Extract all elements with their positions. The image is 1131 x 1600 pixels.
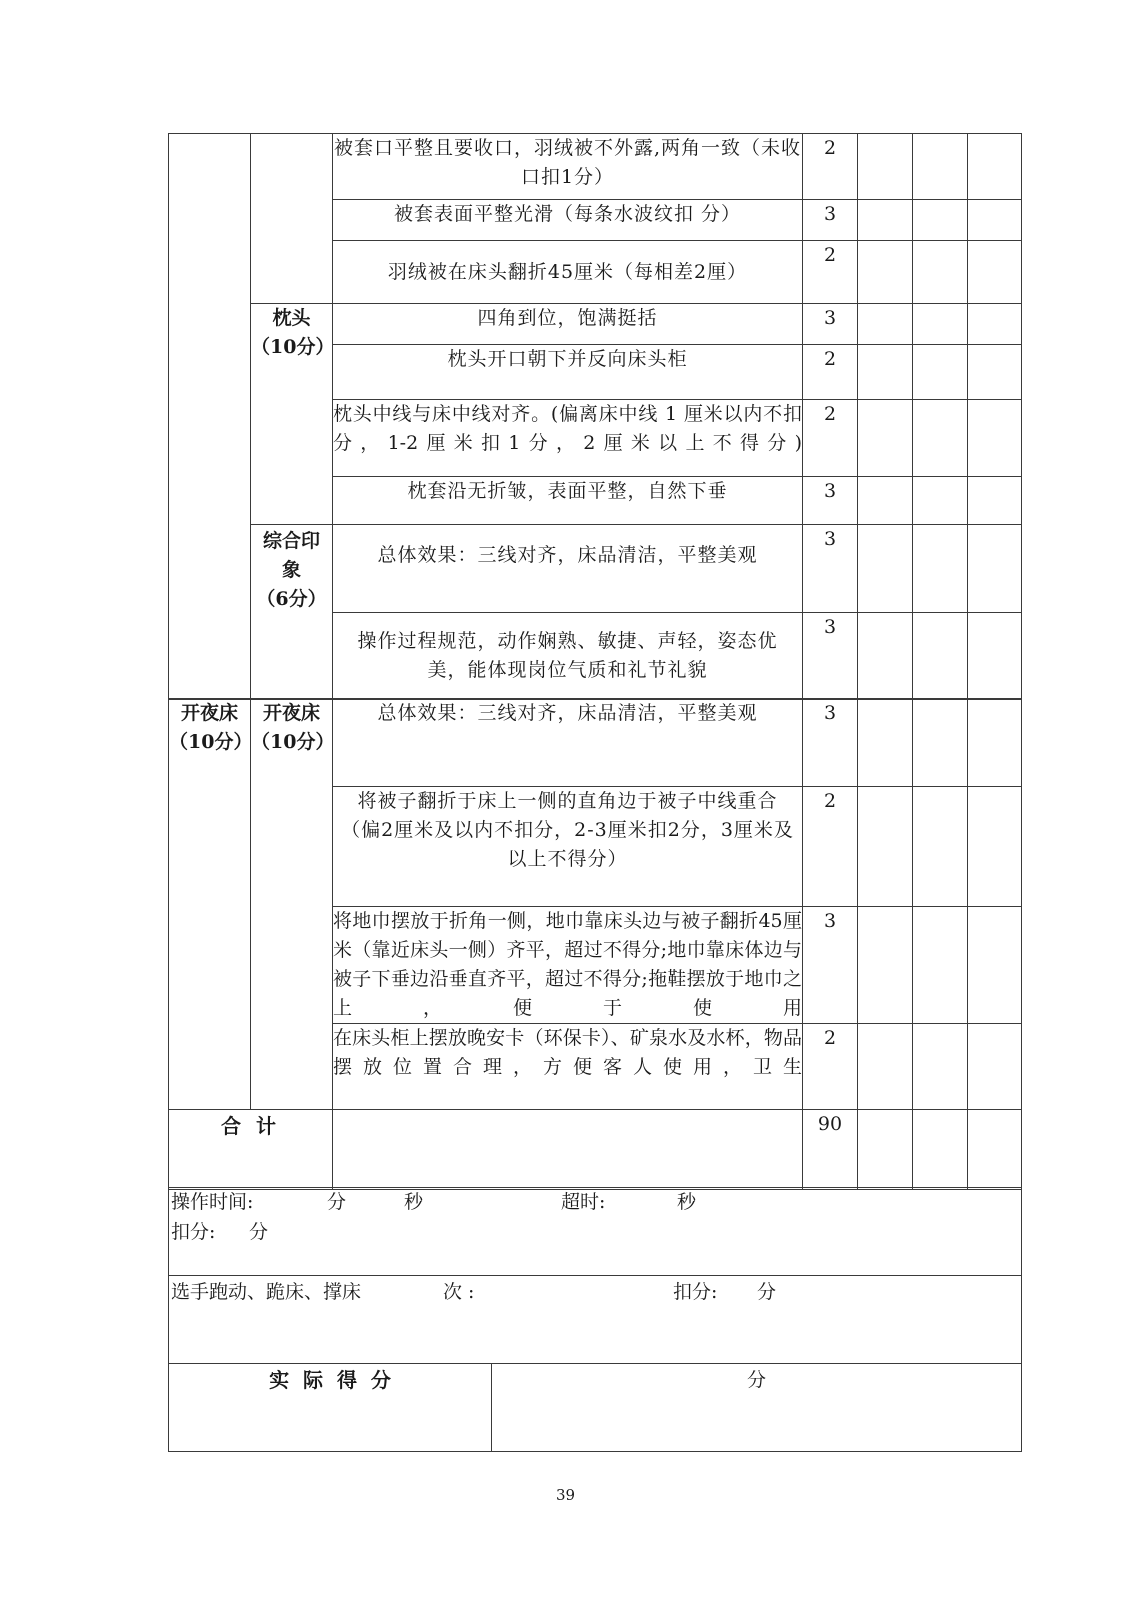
deduction-label: 扣分:	[171, 1221, 216, 1243]
criterion-text: 四角到位，饱满挺括	[333, 304, 803, 345]
seconds-unit: 秒	[404, 1191, 424, 1213]
score-cell	[968, 400, 1022, 477]
category-pillow	[251, 304, 333, 525]
table-row	[169, 304, 1022, 345]
max-score: 2	[803, 400, 858, 477]
table-row	[169, 699, 1022, 787]
category-pillow-name: 枕头	[272, 307, 311, 329]
category-night-points: （10分）	[169, 731, 253, 753]
actual-score-unit: 分	[492, 1364, 1022, 1452]
score-cell	[913, 200, 968, 241]
penalty-deduction-unit: 分	[757, 1281, 777, 1303]
table-row	[169, 134, 1022, 200]
criterion-text: 枕头开口朝下并反向床头柜	[333, 345, 803, 400]
max-score: 2	[803, 134, 858, 200]
score-cell	[913, 907, 968, 1024]
score-cell	[913, 345, 968, 400]
score-cell	[913, 400, 968, 477]
night-service-table	[168, 698, 1022, 1190]
criterion-text: 操作过程规范，动作娴熟、敏捷、声轻，姿态优美，能体现岗位气质和礼节礼貌	[333, 613, 803, 700]
score-cell	[858, 699, 913, 787]
max-score: 2	[803, 345, 858, 400]
max-score: 2	[803, 1024, 858, 1110]
score-cell	[858, 241, 913, 304]
criterion-text: 被套表面平整光滑（每条水波纹扣 分）	[333, 200, 803, 241]
criterion-text: 枕头中线与床中线对齐。(偏离床中线 1 厘米以内不扣分，1-2厘米扣1分，2厘米以上不得分)	[333, 400, 803, 477]
minutes-unit: 分	[327, 1191, 347, 1213]
score-cell	[968, 699, 1022, 787]
score-cell	[968, 907, 1022, 1024]
penalty-deduction-label: 扣分:	[673, 1281, 718, 1303]
subcategory-cell-empty	[251, 134, 333, 304]
deduction-unit: 分	[249, 1221, 269, 1243]
max-score: 2	[803, 787, 858, 907]
subcategory-night-service	[251, 699, 333, 1110]
times-label: 次 :	[443, 1281, 475, 1303]
total-score: 90	[803, 1110, 858, 1190]
score-cell	[858, 134, 913, 200]
category-night-service	[169, 699, 251, 1110]
time-cell	[169, 1188, 1022, 1276]
max-score: 2	[803, 241, 858, 304]
actual-score-row	[169, 1364, 1022, 1452]
score-cell	[913, 613, 968, 700]
score-cell	[913, 241, 968, 304]
score-cell	[913, 477, 968, 525]
penalty-row	[169, 1276, 1022, 1364]
max-score: 3	[803, 907, 858, 1024]
category-overall-line1: 综合印	[262, 530, 320, 552]
score-cell	[913, 699, 968, 787]
criterion-text: 总体效果：三线对齐，床品清洁，平整美观	[333, 525, 803, 613]
score-cell	[968, 613, 1022, 700]
score-cell	[968, 525, 1022, 613]
score-cell	[968, 134, 1022, 200]
page-number: 39	[555, 1486, 576, 1504]
score-cell	[858, 400, 913, 477]
scoring-table	[168, 133, 1022, 700]
score-cell	[968, 345, 1022, 400]
total-blank-cell	[333, 1110, 803, 1190]
category-cell-empty	[169, 134, 251, 700]
score-cell	[968, 1024, 1022, 1110]
running-kneeling-label: 选手跑动、跪床、撑床	[171, 1281, 362, 1303]
operation-time-label: 操作时间:	[171, 1191, 254, 1213]
criterion-text: 羽绒被在床头翻折45厘米（每相差2厘）	[333, 241, 803, 304]
max-score: 3	[803, 200, 858, 241]
criterion-text: 将被子翻折于床上一侧的直角边于被子中线重合（偏2厘米及以内不扣分，2-3厘米扣2分，3厘米及以上不得分）	[333, 787, 803, 907]
criterion-text: 总体效果：三线对齐，床品清洁，平整美观	[333, 699, 803, 787]
score-cell	[858, 525, 913, 613]
category-night-name: 开夜床	[180, 702, 238, 724]
score-cell	[968, 477, 1022, 525]
max-score: 3	[803, 477, 858, 525]
category-overall-points: （6分）	[256, 588, 327, 610]
criterion-text: 在床头柜上摆放晚安卡（环保卡）、矿泉水及水杯，物品摆放位置合理，方便客人使用，卫生	[333, 1024, 803, 1110]
subcategory-night-name: 开夜床	[262, 702, 320, 724]
score-cell	[858, 345, 913, 400]
max-score: 3	[803, 525, 858, 613]
criterion-text: 枕套沿无折皱，表面平整，自然下垂	[333, 477, 803, 525]
subcategory-night-points: （10分）	[251, 731, 335, 753]
time-row	[169, 1188, 1022, 1276]
score-cell	[858, 1024, 913, 1110]
score-cell	[858, 907, 913, 1024]
table-row	[169, 525, 1022, 613]
penalty-cell	[169, 1276, 1022, 1364]
total-label: 合 计	[169, 1110, 333, 1190]
score-cell	[913, 1110, 968, 1190]
score-cell	[913, 525, 968, 613]
footer-table	[168, 1187, 1022, 1452]
score-cell	[968, 304, 1022, 345]
score-cell	[968, 241, 1022, 304]
score-cell	[913, 787, 968, 907]
score-cell	[913, 304, 968, 345]
total-row	[169, 1110, 1022, 1190]
score-cell	[858, 304, 913, 345]
overtime-label: 超时:	[561, 1191, 606, 1213]
category-pillow-points: （10分）	[251, 336, 335, 358]
score-cell	[968, 787, 1022, 907]
max-score: 3	[803, 699, 858, 787]
score-cell	[858, 477, 913, 525]
score-cell	[858, 1110, 913, 1190]
score-cell	[913, 134, 968, 200]
score-cell	[913, 1024, 968, 1110]
criterion-text: 将地巾摆放于折角一侧，地巾靠床头边与被子翻折45厘米（靠近床头一侧）齐平，超过不得分;地巾靠床体边与被子下垂边沿垂直齐平，超过不得分;拖鞋摆放于地巾之上，便于使用	[333, 907, 803, 1024]
score-cell	[858, 200, 913, 241]
score-cell	[858, 613, 913, 700]
score-cell	[968, 1110, 1022, 1190]
max-score: 3	[803, 304, 858, 345]
max-score: 3	[803, 613, 858, 700]
score-cell	[858, 787, 913, 907]
category-overall-line2: 象	[281, 559, 301, 581]
score-cell	[968, 200, 1022, 241]
criterion-text: 被套口平整且要收口，羽绒被不外露,两角一致（未收口扣1分）	[333, 134, 803, 200]
overtime-seconds-unit: 秒	[677, 1191, 697, 1213]
category-overall	[251, 525, 333, 700]
actual-score-label: 实 际 得 分	[169, 1364, 492, 1452]
